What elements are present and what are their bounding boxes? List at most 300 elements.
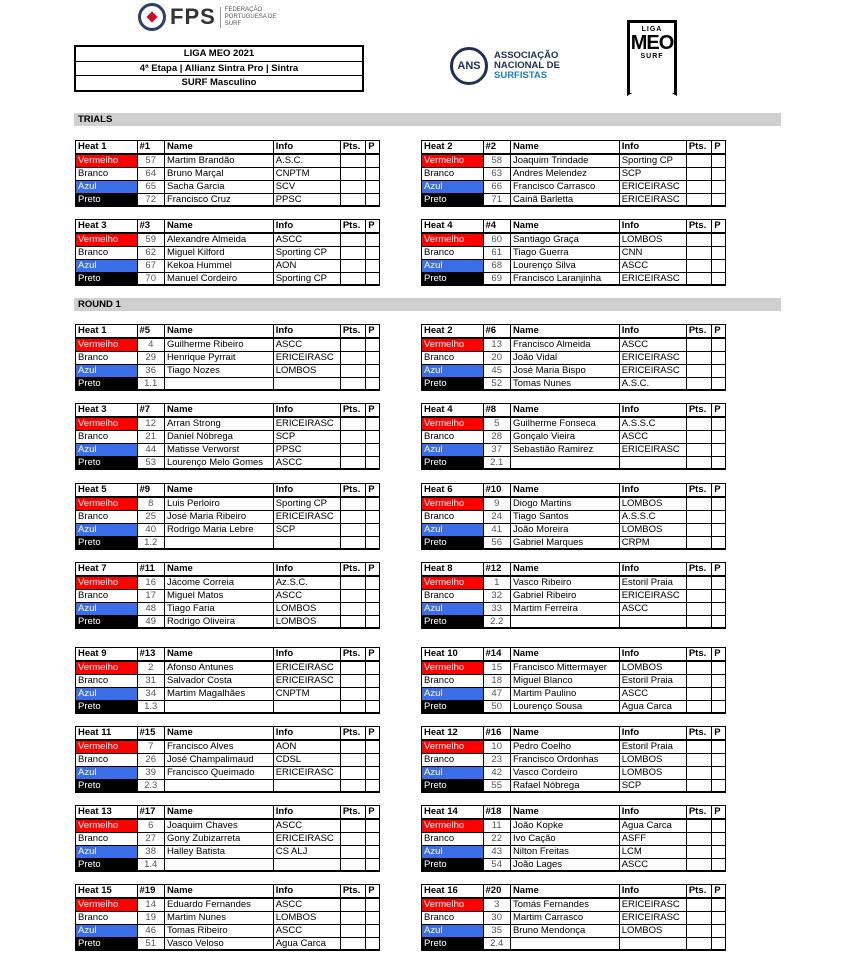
surfer-seed: 63: [483, 168, 510, 181]
position-cell: [712, 194, 725, 207]
surfer-seed: 71: [483, 194, 510, 207]
heat-label: Heat 5: [76, 484, 137, 497]
surfer-seed: 17: [137, 590, 164, 603]
heat-number: #19: [137, 885, 164, 898]
points-cell: [686, 819, 711, 833]
jersey-color: Azul: [76, 260, 137, 273]
surfer-seed: 37: [483, 444, 510, 457]
surfer-club: Sporting CP: [273, 497, 340, 511]
surfer-club: ERICEIRASC: [619, 365, 686, 378]
column-name: Name: [164, 325, 273, 338]
surfer-seed: 65: [137, 181, 164, 194]
jersey-color: Branco: [422, 675, 483, 688]
surfer-seed: 46: [137, 925, 164, 938]
surfer-name: Gony Zubizarreta: [164, 833, 273, 846]
column-position: P: [366, 806, 379, 819]
jersey-color: Vermelho: [76, 417, 137, 431]
heat-number: #10: [483, 484, 510, 497]
surfer-club: ERICEIRASC: [619, 352, 686, 365]
surfer-row: [422, 616, 725, 629]
surfer-seed: 67: [137, 260, 164, 273]
jersey-color: Preto: [422, 273, 483, 286]
surfer-name: Pedro Coelho: [510, 740, 619, 754]
event-title-box: [74, 45, 364, 92]
jersey-color: Vermelho: [76, 898, 137, 912]
surfer-seed: 13: [483, 338, 510, 352]
surfer-name: Andres Melendez: [510, 168, 619, 181]
surfer-name: José Maria Ribeiro: [164, 511, 273, 524]
jersey-color: Vermelho: [422, 819, 483, 833]
position-cell: [366, 537, 379, 550]
points-cell: [686, 590, 711, 603]
points-cell: [340, 537, 365, 550]
surfer-club: ERICEIRASC: [619, 590, 686, 603]
jersey-color: Preto: [76, 378, 137, 391]
surfer-seed: 48: [137, 603, 164, 616]
surfer-name: Tomás Fernandes: [510, 898, 619, 912]
heat-number: #6: [483, 325, 510, 338]
jersey-color: Vermelho: [76, 233, 137, 247]
surfer-row: [422, 338, 725, 352]
surfer-name: [164, 537, 273, 550]
column-name: Name: [510, 404, 619, 417]
surfer-seed: 8: [137, 497, 164, 511]
column-points: Pts.: [686, 885, 711, 898]
position-cell: [712, 365, 725, 378]
position-cell: [712, 767, 725, 780]
column-points: Pts.: [686, 563, 711, 576]
surfer-seed: 1.1: [137, 378, 164, 391]
points-cell: [686, 938, 711, 951]
column-position: P: [712, 727, 725, 740]
points-cell: [340, 524, 365, 537]
column-position: P: [712, 648, 725, 661]
heat-label: Heat 1: [76, 141, 137, 154]
surfer-seed: 11: [483, 819, 510, 833]
jersey-color: Branco: [76, 912, 137, 925]
surfer-row: [422, 378, 725, 391]
heat-header-row: [76, 563, 379, 576]
surfer-seed: 64: [137, 168, 164, 181]
heat-label: Heat 6: [422, 484, 483, 497]
points-cell: [340, 233, 365, 247]
points-cell: [686, 181, 711, 194]
surfer-row: [422, 925, 725, 938]
surfer-row: [76, 168, 379, 181]
jersey-color: Branco: [76, 247, 137, 260]
position-cell: [712, 260, 725, 273]
position-cell: [366, 780, 379, 793]
surfer-row: [76, 524, 379, 537]
surfer-name: Halley Batista: [164, 846, 273, 859]
jersey-color: Azul: [422, 925, 483, 938]
jersey-color: Preto: [76, 194, 137, 207]
jersey-color: Branco: [422, 511, 483, 524]
surfer-club: ASCC: [619, 260, 686, 273]
column-info: Info: [273, 141, 340, 154]
points-cell: [340, 168, 365, 181]
position-cell: [366, 417, 379, 431]
surfer-name: Tiago Faria: [164, 603, 273, 616]
column-info: Info: [619, 404, 686, 417]
surfer-club: Sporting CP: [619, 154, 686, 168]
position-cell: [366, 740, 379, 754]
surfer-name: Sebastião Ramirez: [510, 444, 619, 457]
position-cell: [366, 859, 379, 872]
points-cell: [686, 754, 711, 767]
surfer-seed: 56: [483, 537, 510, 550]
position-cell: [712, 740, 725, 754]
surfer-club: ASCC: [273, 898, 340, 912]
surfer-name: Luis Perloiro: [164, 497, 273, 511]
surfer-seed: 55: [483, 780, 510, 793]
points-cell: [686, 859, 711, 872]
jersey-color: Branco: [76, 431, 137, 444]
position-cell: [712, 616, 725, 629]
surfer-row: [422, 603, 725, 616]
jersey-color: Preto: [422, 859, 483, 872]
points-cell: [340, 338, 365, 352]
points-cell: [686, 767, 711, 780]
position-cell: [366, 511, 379, 524]
surfer-club: CNPTM: [273, 688, 340, 701]
column-name: Name: [164, 648, 273, 661]
surfer-club: A.S.S.C: [619, 417, 686, 431]
surfer-name: Afonso Antunes: [164, 661, 273, 675]
position-cell: [366, 365, 379, 378]
position-cell: [366, 603, 379, 616]
surfer-club: Sporting CP: [273, 247, 340, 260]
surfer-name: Gabriel Marques: [510, 537, 619, 550]
jersey-color: Vermelho: [76, 819, 137, 833]
heat-header-row: [76, 648, 379, 661]
surfer-name: Martim Nunes: [164, 912, 273, 925]
surfer-name: Manuel Cordeiro: [164, 273, 273, 286]
position-cell: [366, 524, 379, 537]
surfer-club: A.S.C.: [619, 378, 686, 391]
surfer-club: LOMBOS: [273, 912, 340, 925]
surfer-name: Francisco Queimado: [164, 767, 273, 780]
surfer-club: LOMBOS: [273, 365, 340, 378]
heat-label: Heat 14: [422, 806, 483, 819]
jersey-color: Vermelho: [422, 740, 483, 754]
heat-number: #1: [137, 141, 164, 154]
jersey-color: Azul: [422, 260, 483, 273]
points-cell: [340, 819, 365, 833]
surfer-club: ASCC: [273, 925, 340, 938]
ans-line-2: NACIONAL DE: [494, 60, 560, 71]
position-cell: [712, 352, 725, 365]
surfer-name: Tiago Guerra: [510, 247, 619, 260]
surfer-name: João Moreira: [510, 524, 619, 537]
surfer-row: [76, 576, 379, 590]
column-info: Info: [619, 220, 686, 233]
position-cell: [366, 661, 379, 675]
points-cell: [686, 457, 711, 470]
surfer-club: SCP: [619, 168, 686, 181]
surfer-seed: 10: [483, 740, 510, 754]
column-points: Pts.: [340, 220, 365, 233]
surfer-club: ERICEIRASC: [619, 273, 686, 286]
surfer-club: ERICEIRASC: [619, 181, 686, 194]
position-cell: [712, 511, 725, 524]
surfer-seed: 60: [483, 233, 510, 247]
surfer-club: ERICEIRASC: [619, 898, 686, 912]
column-position: P: [712, 484, 725, 497]
column-points: Pts.: [686, 404, 711, 417]
surfer-row: [76, 833, 379, 846]
surfer-row: [76, 846, 379, 859]
surfer-seed: 2.4: [483, 938, 510, 951]
surfer-row: [76, 780, 379, 793]
column-points: Pts.: [686, 484, 711, 497]
heat-header-row: [76, 325, 379, 338]
position-cell: [366, 247, 379, 260]
surfer-name: Santiago Graça: [510, 233, 619, 247]
jersey-color: Vermelho: [76, 576, 137, 590]
surfer-seed: 1.3: [137, 701, 164, 714]
league-title: LIGA MEO 2021: [76, 47, 362, 62]
surfer-name: Ivo Cação: [510, 833, 619, 846]
surfer-seed: 24: [483, 511, 510, 524]
surfer-name: Salvador Costa: [164, 675, 273, 688]
points-cell: [686, 352, 711, 365]
surfer-seed: 70: [137, 273, 164, 286]
surfer-name: Francisco Ordonhas: [510, 754, 619, 767]
jersey-color: Azul: [76, 767, 137, 780]
position-cell: [366, 898, 379, 912]
position-cell: [366, 154, 379, 168]
points-cell: [340, 912, 365, 925]
points-cell: [686, 661, 711, 675]
surfer-name: Henrique Pyrrait: [164, 352, 273, 365]
fps-subtitle: FEDERAÇÃO PORTUGUESA DE SURF: [220, 7, 280, 28]
surfer-seed: 38: [137, 846, 164, 859]
points-cell: [686, 616, 711, 629]
position-cell: [366, 233, 379, 247]
heat-number: #16: [483, 727, 510, 740]
surfer-club: ASCC: [273, 590, 340, 603]
points-cell: [686, 688, 711, 701]
column-name: Name: [510, 648, 619, 661]
surfer-name: [164, 701, 273, 714]
column-points: Pts.: [686, 141, 711, 154]
surfer-club: SCV: [273, 181, 340, 194]
heat-label: Heat 11: [76, 727, 137, 740]
surfer-club: SCP: [619, 780, 686, 793]
heat-header-row: [422, 648, 725, 661]
heat-table: [421, 647, 726, 714]
surfer-seed: 57: [137, 154, 164, 168]
surfer-row: [76, 352, 379, 365]
column-name: Name: [510, 727, 619, 740]
points-cell: [340, 154, 365, 168]
points-cell: [340, 925, 365, 938]
jersey-color: Azul: [422, 181, 483, 194]
heat-header-row: [422, 220, 725, 233]
meo-surf-text: SURF: [640, 53, 664, 60]
column-info: Info: [273, 404, 340, 417]
surfer-seed: 14: [137, 898, 164, 912]
jersey-color: Azul: [76, 925, 137, 938]
points-cell: [340, 661, 365, 675]
heat-label: Heat 16: [422, 885, 483, 898]
surfer-name: Francisco Mittermayer: [510, 661, 619, 675]
points-cell: [686, 833, 711, 846]
position-cell: [712, 661, 725, 675]
position-cell: [712, 603, 725, 616]
position-cell: [366, 912, 379, 925]
event-division: SURF Masculino: [181, 77, 257, 88]
surfer-club: LOMBOS: [619, 754, 686, 767]
points-cell: [340, 273, 365, 286]
surfer-name: Arran Strong: [164, 417, 273, 431]
heat-table: [75, 140, 380, 207]
heat-number: #8: [483, 404, 510, 417]
jersey-color: Vermelho: [76, 661, 137, 675]
surfer-club: ASCC: [619, 431, 686, 444]
surfer-row: [422, 497, 725, 511]
jersey-color: Azul: [76, 846, 137, 859]
surfer-row: [76, 537, 379, 550]
column-info: Info: [273, 325, 340, 338]
surfer-row: [422, 537, 725, 550]
position-cell: [366, 925, 379, 938]
surfer-name: [510, 938, 619, 951]
jersey-color: Preto: [422, 537, 483, 550]
column-info: Info: [273, 220, 340, 233]
points-cell: [686, 925, 711, 938]
position-cell: [366, 168, 379, 181]
surfer-seed: 27: [137, 833, 164, 846]
surfer-club: Estoril Praia: [619, 740, 686, 754]
surfer-seed: 9: [483, 497, 510, 511]
position-cell: [366, 444, 379, 457]
fps-logo: [138, 2, 298, 32]
surfer-row: [76, 154, 379, 168]
column-info: Info: [619, 563, 686, 576]
heat-label: Heat 8: [422, 563, 483, 576]
surfer-row: [422, 154, 725, 168]
position-cell: [366, 833, 379, 846]
surfer-name: Guilherme Fonseca: [510, 417, 619, 431]
surfer-seed: 26: [137, 754, 164, 767]
points-cell: [340, 365, 365, 378]
heat-table: [421, 219, 726, 286]
column-points: Pts.: [340, 806, 365, 819]
surfer-name: Tomas Ribeiro: [164, 925, 273, 938]
jersey-color: Vermelho: [422, 497, 483, 511]
surfer-club: [619, 938, 686, 951]
surfer-name: Miguel Matos: [164, 590, 273, 603]
heat-number: #2: [483, 141, 510, 154]
position-cell: [712, 754, 725, 767]
position-cell: [366, 378, 379, 391]
surfer-seed: 21: [137, 431, 164, 444]
position-cell: [712, 819, 725, 833]
position-cell: [712, 444, 725, 457]
surfer-name: Kekoa Hummel: [164, 260, 273, 273]
surfer-row: [422, 846, 725, 859]
surfer-club: CRPM: [619, 537, 686, 550]
surfer-seed: 2.2: [483, 616, 510, 629]
heat-number: #14: [483, 648, 510, 661]
position-cell: [712, 898, 725, 912]
column-position: P: [366, 220, 379, 233]
jersey-color: Branco: [76, 168, 137, 181]
heat-header-row: [422, 563, 725, 576]
surfer-row: [422, 701, 725, 714]
surfer-name: Vasco Ribeiro: [510, 576, 619, 590]
surfer-row: [76, 457, 379, 470]
surfer-seed: 53: [137, 457, 164, 470]
points-cell: [340, 740, 365, 754]
surfer-row: [422, 352, 725, 365]
surfer-seed: 2: [137, 661, 164, 675]
position-cell: [366, 352, 379, 365]
surfer-name: Nilton Freitas: [510, 846, 619, 859]
column-info: Info: [273, 563, 340, 576]
surfer-seed: 72: [137, 194, 164, 207]
surfer-club: Agua Carca: [273, 938, 340, 951]
surfer-seed: 33: [483, 603, 510, 616]
surfer-row: [422, 661, 725, 675]
jersey-color: Azul: [422, 603, 483, 616]
surfer-seed: 18: [483, 675, 510, 688]
heat-label: Heat 9: [76, 648, 137, 661]
points-cell: [340, 181, 365, 194]
section-header: ROUND 1: [74, 298, 781, 311]
position-cell: [712, 417, 725, 431]
surfer-seed: 66: [483, 181, 510, 194]
surfer-club: ERICEIRASC: [273, 511, 340, 524]
points-cell: [686, 194, 711, 207]
surfer-name: Rodrigo Oliveira: [164, 616, 273, 629]
heat-label: Heat 3: [76, 404, 137, 417]
heat-table: [421, 562, 726, 629]
position-cell: [712, 181, 725, 194]
heat-number: #5: [137, 325, 164, 338]
surfer-seed: 2.1: [483, 457, 510, 470]
jersey-color: Azul: [422, 365, 483, 378]
position-cell: [712, 247, 725, 260]
jersey-color: Vermelho: [76, 154, 137, 168]
jersey-color: Branco: [422, 168, 483, 181]
surfer-name: Rodrigo Maria Lebre: [164, 524, 273, 537]
jersey-color: Branco: [76, 675, 137, 688]
position-cell: [366, 938, 379, 951]
points-cell: [686, 511, 711, 524]
surfer-row: [422, 181, 725, 194]
position-cell: [366, 181, 379, 194]
jersey-color: Branco: [422, 247, 483, 260]
points-cell: [340, 417, 365, 431]
surfer-club: ASCC: [619, 338, 686, 352]
surfer-club: [273, 780, 340, 793]
heat-number: #7: [137, 404, 164, 417]
jersey-color: Preto: [76, 537, 137, 550]
surfer-club: ASCC: [273, 338, 340, 352]
column-name: Name: [510, 484, 619, 497]
jersey-color: Vermelho: [76, 497, 137, 511]
position-cell: [366, 338, 379, 352]
column-points: Pts.: [340, 484, 365, 497]
column-info: Info: [273, 648, 340, 661]
heat-table: [421, 140, 726, 207]
ans-emblem-icon: ANS: [450, 47, 488, 85]
surfer-club: Agua Carca: [619, 701, 686, 714]
column-position: P: [366, 648, 379, 661]
